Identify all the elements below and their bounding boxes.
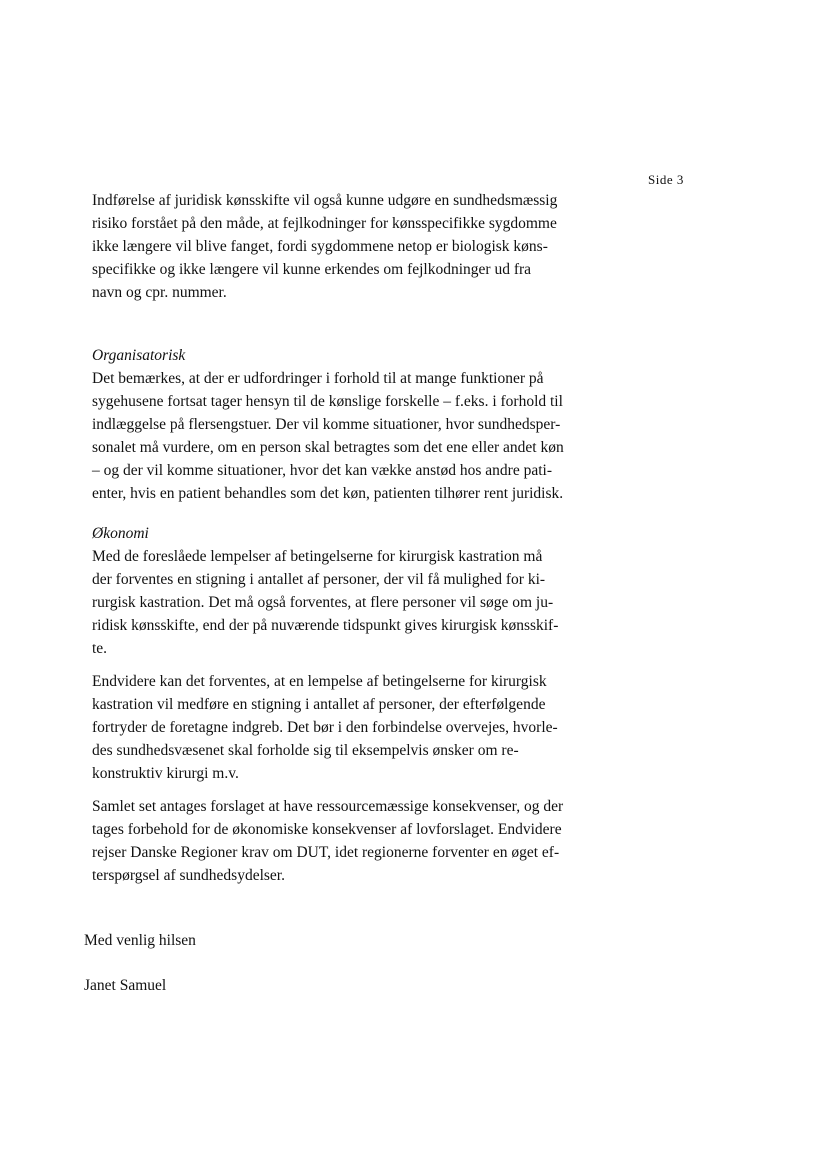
- text-line: der forventes en stigning i antallet af personer, der vil få mulighed for ki-: [92, 571, 546, 588]
- closing-greeting: Med venlig hilsen: [84, 932, 196, 949]
- text-line: enter, hvis en patient behandles som det køn, patienten tilhører rent juridisk.: [92, 485, 564, 502]
- okonomi-paragraph-1: [92, 545, 604, 660]
- text-line: specifikke og ikke længere vil kunne erkendes om fejlkodninger ud fra: [92, 261, 532, 278]
- text-line: sygehusene fortsat tager hensyn til de kønslige forskelle – f.eks. i forhold til: [92, 393, 563, 410]
- text-line: Med de foreslåede lempelser af betingelserne for kirurgisk kastration må: [92, 548, 543, 565]
- text-line: rurgisk kastration. Det må også forventes, at flere personer vil søge om ju-: [92, 594, 554, 611]
- text-line: te.: [92, 640, 108, 657]
- text-line: – og der vil komme situationer, hvor det kan vække anstød hos andre pati-: [92, 462, 552, 479]
- text-line: sonalet må vurdere, om en person skal betragtes som det ene eller andet køn: [92, 439, 564, 456]
- okonomi-paragraph-2: [92, 670, 604, 785]
- text-line: terspørgsel af sundhedsydelser.: [92, 867, 285, 884]
- text-line: konstruktiv kirurgi m.v.: [92, 765, 239, 782]
- text-line: tages forbehold for de økonomiske konsekvenser af lovforslaget. Endvidere: [92, 821, 562, 838]
- text-line: risiko forstået på den måde, at fejlkodninger for kønsspecifikke sygdomme: [92, 215, 557, 232]
- text-line: ikke længere vil blive fanget, fordi sygdommene netop er biologisk køns-: [92, 238, 548, 255]
- text-line: fortryder de foretagne indgreb. Det bør i den forbindelse overvejes, hvorle-: [92, 719, 558, 736]
- text-line: Indførelse af juridisk kønsskifte vil også kunne udgøre en sundhedsmæssig: [92, 192, 558, 209]
- organisatorisk-paragraph: [92, 367, 604, 505]
- text-line: navn og cpr. nummer.: [92, 284, 227, 301]
- text-line: kastration vil medføre en stigning i antallet af personer, der efterfølgende: [92, 696, 546, 713]
- text-line: des sundhedsvæsenet skal forholde sig til eksempelvis ønsker om re-: [92, 742, 519, 759]
- signature-name: Janet Samuel: [84, 977, 167, 994]
- page-number: Side 3: [648, 172, 684, 187]
- section-heading-okonomi: Økonomi: [92, 525, 149, 542]
- okonomi-paragraph-3: [92, 795, 604, 887]
- text-line: indlæggelse på flersengstuer. Der vil komme situationer, hvor sundhedsper-: [92, 416, 561, 433]
- text-line: rejser Danske Regioner krav om DUT, idet regionerne forventer en øget ef-: [92, 844, 560, 861]
- section-heading-organisatorisk: Organisatorisk: [92, 347, 186, 364]
- text-line: Det bemærkes, at der er udfordringer i forhold til at mange funktioner på: [92, 370, 544, 387]
- text-line: Endvidere kan det forventes, at en lempelse af betingelserne for kirurgisk: [92, 673, 547, 690]
- intro-paragraph: [92, 189, 604, 304]
- text-line: ridisk kønsskifte, end der på nuværende tidspunkt gives kirurgisk kønsskif-: [92, 617, 559, 634]
- text-line: Samlet set antages forslaget at have ressourcemæssige konsekvenser, og der: [92, 798, 564, 815]
